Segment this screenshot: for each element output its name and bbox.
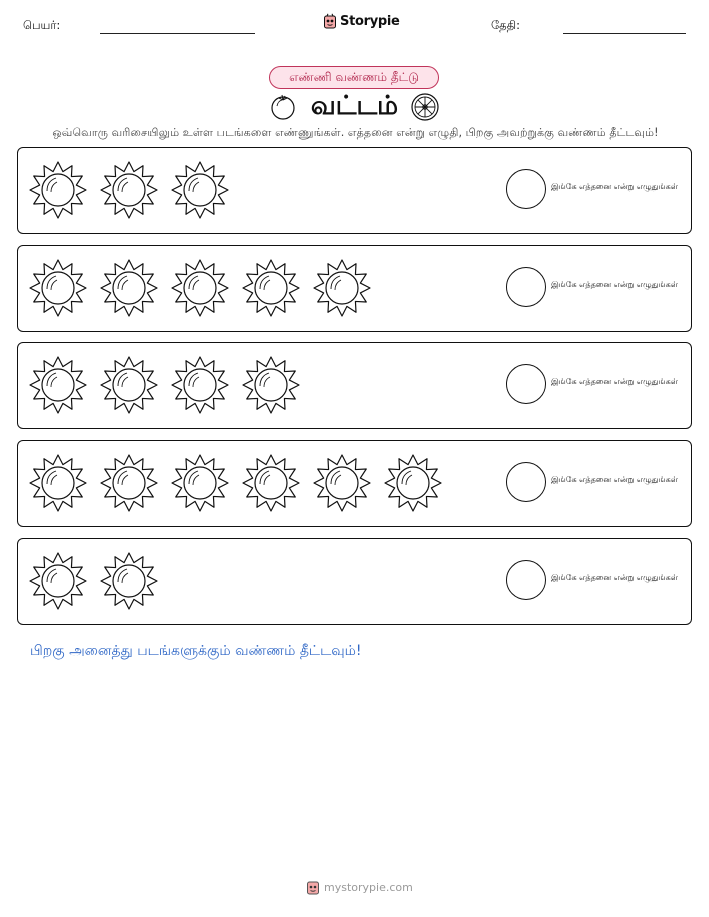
- storypie-logo-icon: [323, 13, 337, 29]
- brand: [323, 13, 400, 29]
- picture-group: [28, 160, 241, 220]
- worksheet-header: [0, 0, 709, 40]
- answer-hint: இங்கே எத்தனை என்று எழுதுங்கள்: [551, 475, 678, 484]
- wheel-icon: [410, 92, 440, 122]
- counting-row: [17, 245, 692, 332]
- answer-hint: இங்கே எத்தனை என்று எழுதுங்கள்: [551, 377, 678, 386]
- sun-icon: [99, 160, 159, 220]
- name-line: [100, 33, 255, 34]
- counting-row: [17, 538, 692, 625]
- sun-icon: [241, 258, 301, 318]
- sun-icon: [170, 355, 230, 415]
- counting-row: [17, 342, 692, 429]
- answer-circle[interactable]: [506, 364, 546, 404]
- page-title: வட்டம்: [310, 91, 399, 121]
- sun-icon: [99, 258, 159, 318]
- activity-badge: எண்ணி வண்ணம் தீட்டு: [269, 66, 439, 89]
- footer-message: பிறகு அனைத்து படங்களுக்கும் வண்ணம் தீட்டவும்!: [30, 643, 362, 659]
- answer-hint: இங்கே எத்தனை என்று எழுதுங்கள்: [551, 182, 678, 191]
- sun-icon: [170, 160, 230, 220]
- date-line: [563, 33, 686, 34]
- counting-row: [17, 147, 692, 234]
- site-url: mystorypie.com: [324, 880, 413, 894]
- counting-row: [17, 440, 692, 527]
- sun-icon: [28, 258, 88, 318]
- sun-icon: [28, 355, 88, 415]
- sun-icon: [383, 453, 443, 513]
- answer-circle[interactable]: [506, 267, 546, 307]
- sun-icon: [99, 453, 159, 513]
- sun-icon: [99, 551, 159, 611]
- sun-icon: [28, 453, 88, 513]
- answer-hint: இங்கே எத்தனை என்று எழுதுங்கள்: [551, 573, 678, 582]
- picture-group: [28, 355, 312, 415]
- title-row: [0, 89, 709, 123]
- sun-icon: [170, 453, 230, 513]
- picture-group: [28, 551, 170, 611]
- date-label: தேதி:: [491, 18, 520, 32]
- storypie-small-logo-icon: [306, 879, 320, 895]
- sun-icon: [28, 551, 88, 611]
- instructions: ஒவ்வொரு வரிசையிலும் உள்ள படங்களை எண்ணுங்கள். எத்தனை என்று எழுதி, பிறகு அவற்றுக்கு வண்ணம் தீட்டவும்!: [52, 126, 659, 139]
- sun-icon: [312, 258, 372, 318]
- site-mark: [306, 879, 413, 895]
- picture-group: [28, 453, 454, 513]
- answer-circle[interactable]: [506, 169, 546, 209]
- sun-icon: [99, 355, 159, 415]
- tomato-icon: [269, 92, 297, 120]
- sun-icon: [241, 355, 301, 415]
- sun-icon: [28, 160, 88, 220]
- answer-circle[interactable]: [506, 462, 546, 502]
- sun-icon: [241, 453, 301, 513]
- name-label: பெயர்:: [23, 18, 61, 32]
- answer-hint: இங்கே எத்தனை என்று எழுதுங்கள்: [551, 280, 678, 289]
- answer-circle[interactable]: [506, 560, 546, 600]
- brand-name: Storypie: [340, 13, 400, 29]
- picture-group: [28, 258, 383, 318]
- sun-icon: [312, 453, 372, 513]
- sun-icon: [170, 258, 230, 318]
